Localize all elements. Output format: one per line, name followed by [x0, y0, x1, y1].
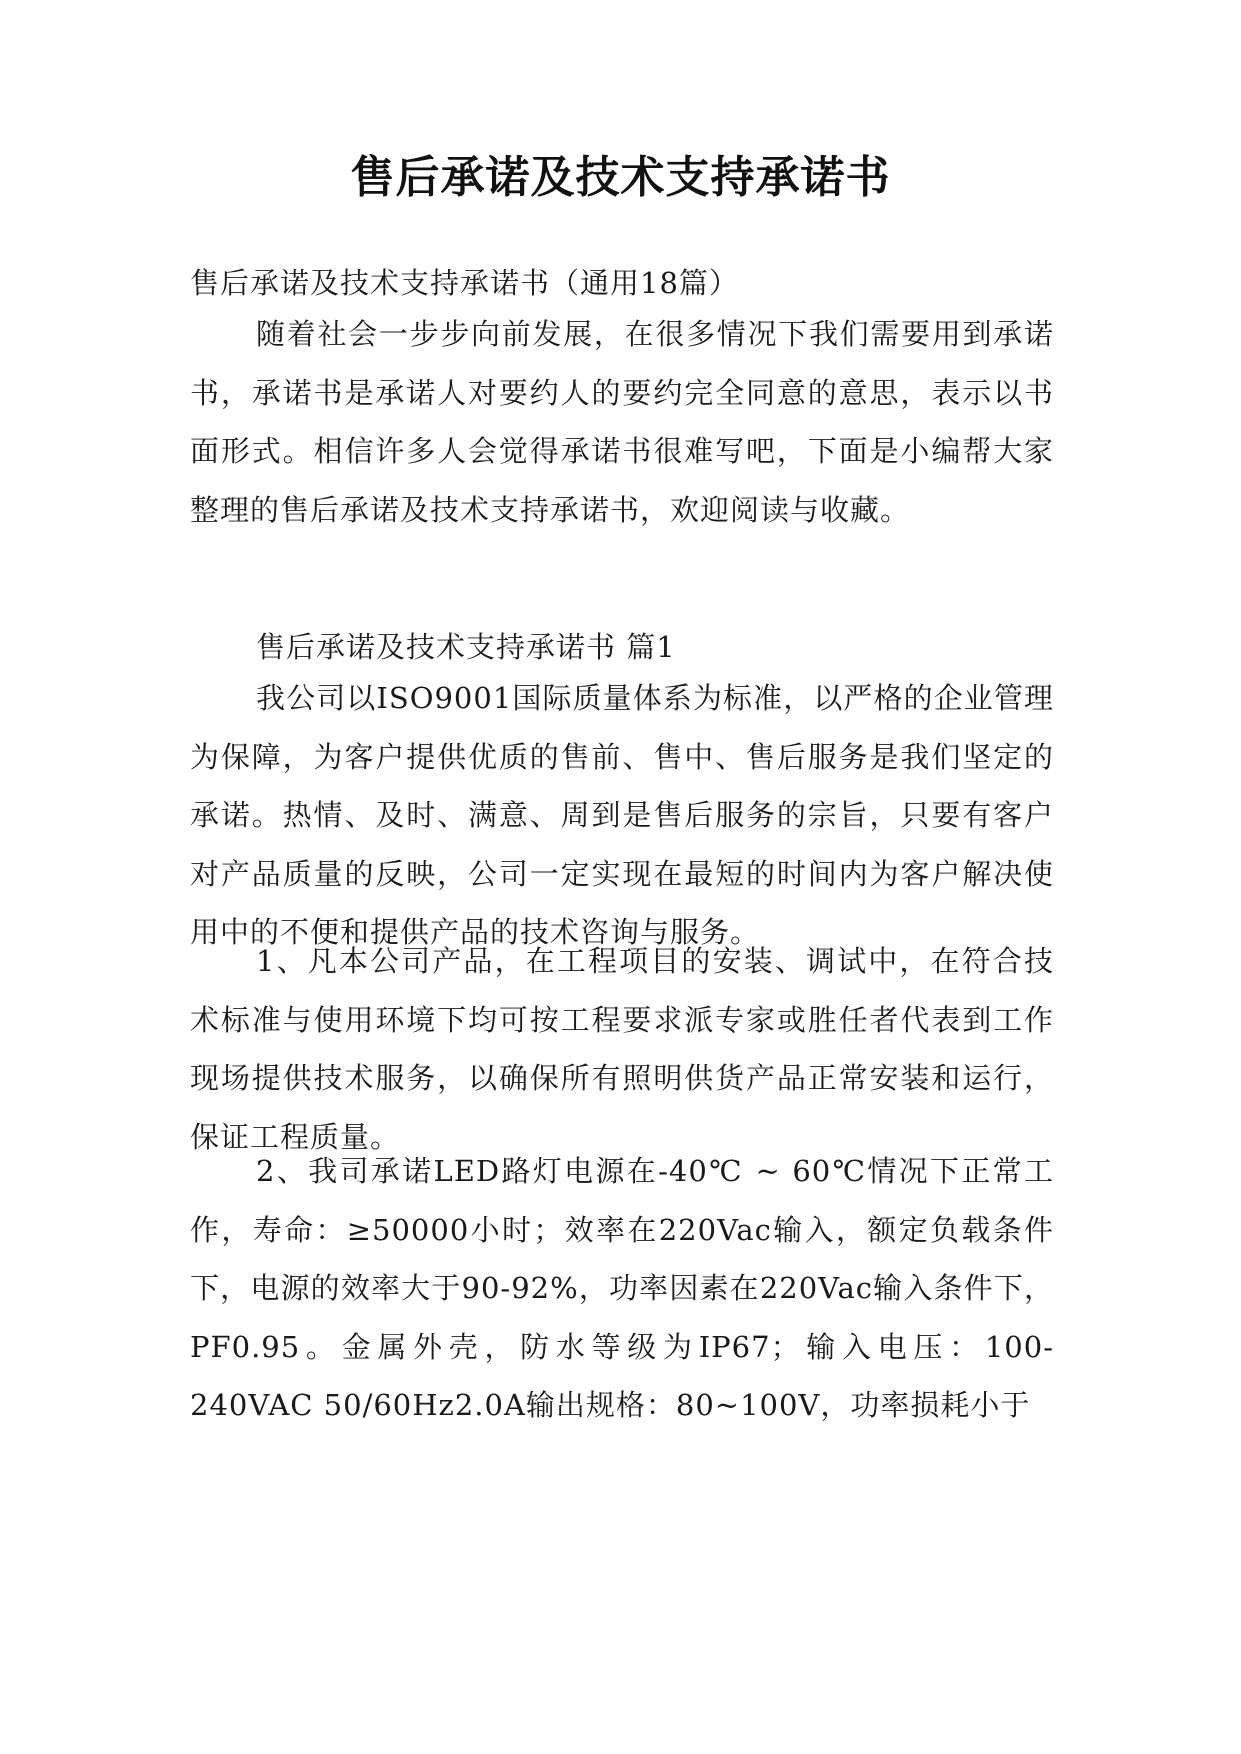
clause-1-paragraph: 1、凡本公司产品，在工程项目的安装、调试中，在符合技术标准与使用环境下均可按工程要求派专家或胜任者代表到工作现场提供技术服务，以确保所有照明供货产品正常安装和运行，保证工程质量。 — [190, 944, 1054, 1154]
section-intro-paragraph: 我公司以ISO9001国际质量体系为标准，以严格的企业管理为保障，为客户提供优质的售前、售中、售后服务是我们坚定的承诺。热情、及时、满意、周到是售后服务的宗旨，只要有客户对产品质量的反映，公司一定实现在最短的时间内为客户解决使用中的不便和提供产品的技术咨询与服务。 — [190, 681, 1054, 949]
document-title: 售后承诺及技术支持承诺书 — [350, 152, 891, 203]
intro-paragraph: 随着社会一步步向前发展，在很多情况下我们需要用到承诺书，承诺书是承诺人对要约人的要约完全同意的意思，表示以书面形式。相信许多人会觉得承诺书很难写吧，下面是小编帮大家整理的售后承诺及技术支持承诺书，欢迎阅读与收藏。 — [190, 317, 1054, 527]
clause-2-paragraph: 2、我司承诺LED路灯电源在-40℃ ~ 60℃情况下正常工作，寿命：≥50000小时；效率在220Vac输入，额定负载条件下，电源的效率大于90-92%，功率因素在220Vac输入条件下，PF0.95。金属外壳，防水等级为IP67；输入电压：100-240VAC 50/60Hz2.0A输出规格：80~100V，功率损耗小于 — [190, 1154, 1054, 1422]
section-heading: 售后承诺及技术支持承诺书 篇1 — [256, 630, 676, 664]
document-subtitle: 售后承诺及技术支持承诺书（通用18篇） — [190, 266, 739, 300]
